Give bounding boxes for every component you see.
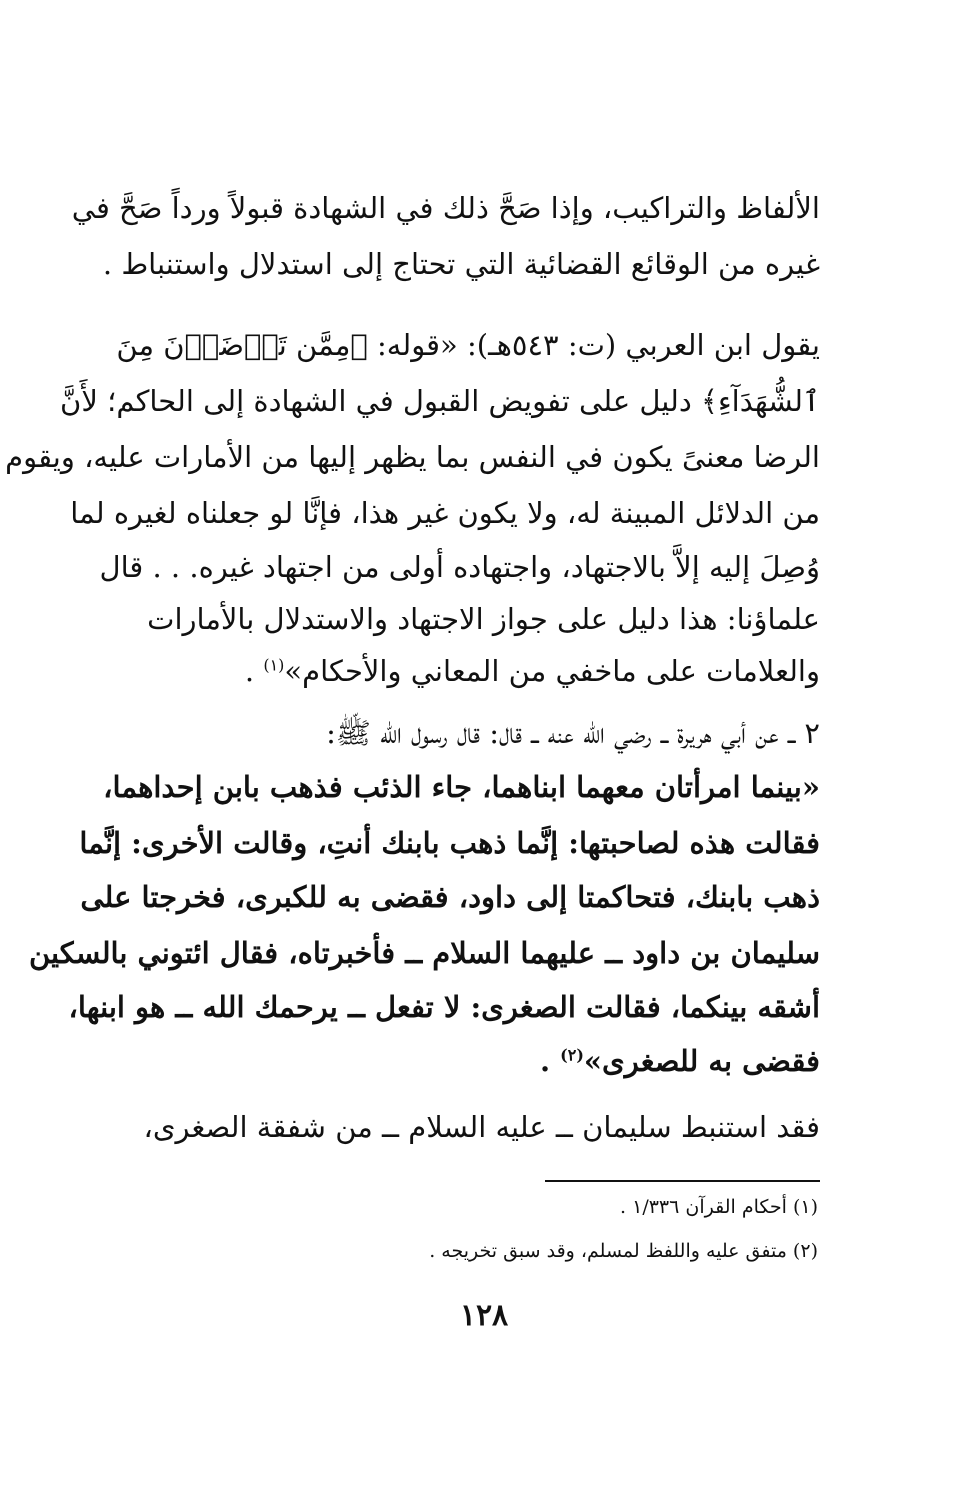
body-text-line: فقد استنبط سليمان ــ عليه السلام ــ من شفقة الصغرى، [143, 1110, 820, 1144]
sentence-end: . [539, 1044, 561, 1078]
body-text-line: غيره من الوقائع القضائية التي تحتاج إلى استدلال واستنباط . [102, 247, 820, 281]
footnote-item: (١) أحكام القرآن ١/٣٣٦ . [620, 1196, 818, 1218]
hadith-text-line: أشقه بينكما، فقالت الصغرى: لا تفعل ــ يرحمك الله ــ هو ابنها، [68, 990, 820, 1024]
hadith-text-line: فقالت هذه لصاحبتها: إنَّما ذهب بابنك أنتِ، وقالت الأخرى: إنَّما [79, 826, 820, 860]
hadith-text-line: «بينما امرأتان معهما ابناهما، جاء الذئب فذهب بابن إحداهما، [103, 770, 820, 804]
hadith-text: فقضى به للصغرى» [583, 1044, 820, 1078]
body-text: والعلامات على ماخفي من المعاني والأحكام» [284, 654, 820, 688]
body-text-line: من الدلائل المبينة له، ولا يكون غير هذا، فإنَّا لو جعلناه لغيره لما [70, 496, 820, 530]
hadith-text-line: ذهب بابنك، فتحاكمتا إلى داود، فقضى به للكبرى، فخرجتا على [80, 880, 820, 914]
body-text-line: الألفاظ والتراكيب، وإذا صَحَّ ذلك في الشهادة قبولاً ورداً صَحَّ في [71, 191, 820, 225]
body-text-line [148, 648, 820, 698]
hadith-text-line: سليمان بن داود ــ عليهما السلام ــ فأخبرتاه، فقال ائتوني بالسكين [28, 936, 820, 970]
body-text-line: الرضا معنىً يكون في النفس بما يظهر إليها من الأمارات عليه، ويقوم [5, 440, 820, 474]
footnote-item: (٢) متفق عليه واللفظ لمسلم، وقد سبق تخريجه . [429, 1240, 818, 1262]
body-text-line: يقول ابن العربي (ت: ٥٤٣هـ): «قوله: ﴿مِمَّن تَرۡضَوۡنَ مِنَ [116, 328, 820, 362]
body-text-line: ٢ ــ عن أبي هريرة ــ رضي الله عنه ــ قال: قال رسول الله ﷺ: [326, 716, 820, 750]
page-number: ١٢٨ [459, 1298, 509, 1333]
footnote-separator [545, 1180, 820, 1182]
sentence-end: . [244, 654, 264, 688]
footnote-reference: (١) [263, 655, 285, 675]
body-text-line: علماؤنا: هذا دليل على جواز الاجتهاد والاستدلال بالأمارات [147, 602, 820, 636]
body-text-line: ٱلشُّهَدَآءِ﴾ دليل على تفويض القبول في الشهادة إلى الحاكم؛ لأَنَّ [60, 384, 820, 418]
hadith-text-line [148, 1038, 820, 1088]
footnote-reference: (٢) [560, 1045, 584, 1065]
body-text-line: وُصِلَ إليه إلاَّ بالاجتهاد، واجتهاده أولى من اجتهاد غيره. . . قال [99, 550, 820, 584]
